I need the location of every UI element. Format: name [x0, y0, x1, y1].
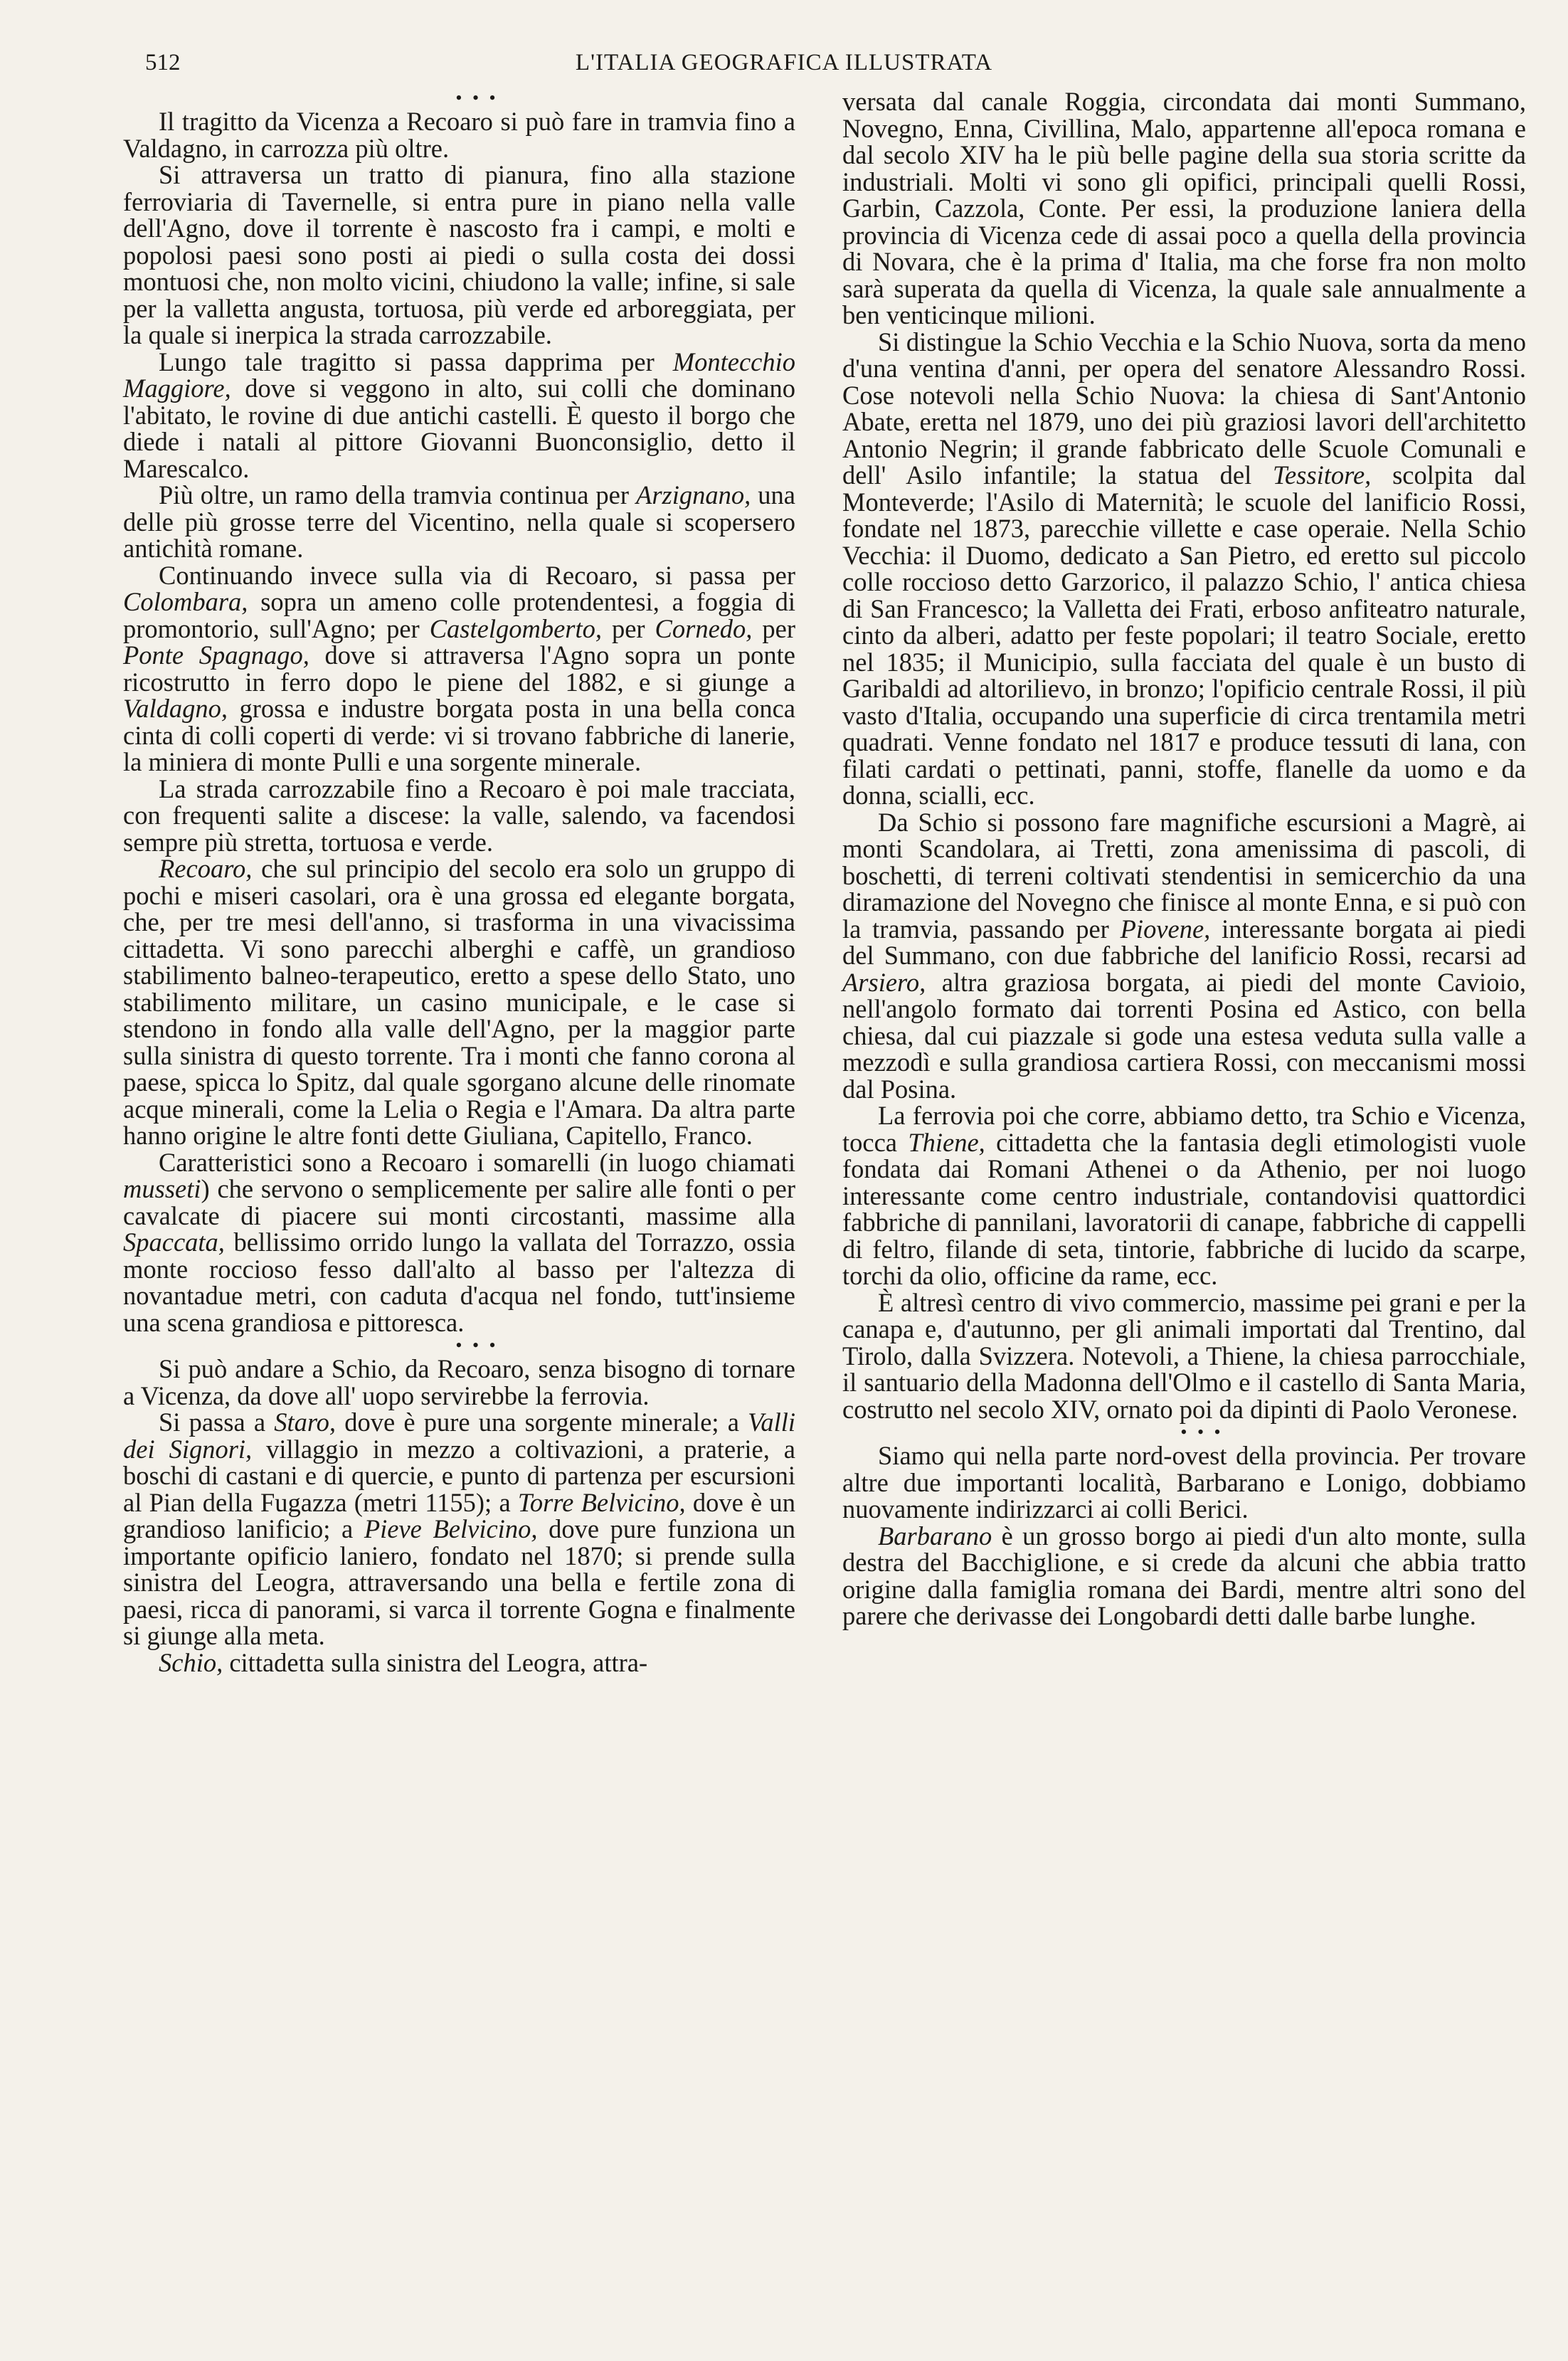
place-name: Staro, [274, 1407, 337, 1437]
place-name: Colombara, [123, 587, 248, 616]
place-name: Recoaro, [159, 854, 253, 883]
paragraph: Barbarano è un grosso borgo ai piedi d'un alto monte, sulla destra del Bacchiglione, e si crede da alcuni che abbia tratto origine dalla famiglia romana dei Bardi, mentre altri sono del parere che derivasse dei Longobardi detti dalle barbe lunghe. [842, 1521, 1526, 1630]
paragraph: Si distingue la Schio Vecchia e la Schio Nuova, sorta da meno d'una ventina d'anni, per opera del senatore Alessandro Rossi. Cose notevoli nella Schio Nuova: la chiesa di Sant'Antonio Abate, eretta nel 1879, uno dei più graziosi lavori dell'architetto Antonio Negrin; il grande fabbricato delle Scuole Comunali e dell' Asilo infantile; la statua del Tessitore, scolpita dal Monteverde; l'Asilo di Maternità; le scuole del lanificio Rossi, fondate nel 1873, parecchie villette e case operaie. Nella Schio Vecchia: il Duomo, dedicato a San Pietro, ed eretto sul piccolo colle roccioso detto Garzorico, il palazzo Schio, l' antica chiesa di San Francesco; la Valletta dei Frati, erboso anfiteatro naturale, cinto da alberi, adatto per feste popolari; il teatro Sociale, eretto nel 1835; il Municipio, sulla facciata del quale è un busto di Garibaldi ad altorilievo, in bronzo; l'opificio centrale Rossi, il più vasto d'Italia, occupando una superficie di circa trentamila metri quadrati. Venne fondato nel 1817 e produce tessuti di lana, con filati cardati o pettinati, panni, stoffe, flanelle da uomo e da donna, scialli, ecc. [842, 327, 1526, 810]
place-name: Pieve Belvicino, [364, 1514, 538, 1543]
place-name: Ponte Spagnago, [123, 640, 309, 670]
paragraph: Schio, cittadetta sulla sinistra del Leogra, attra- [159, 1647, 648, 1677]
place-name: Valdagno, [123, 694, 228, 723]
place-name: Spaccata, [123, 1227, 225, 1257]
paragraph: Si attraversa un tratto di pianura, fino alla stazione ferroviaria di Tavernelle, si entra pure in piano nella valle dell'Agno, dove il torrente è nascosto fra i campi, e molti e popolosi paesi sono posti ai piedi o sulla costa dei dossi montuosi che, non molto vicini, chiudono la valle; infine, si sale per la valletta angusta, tortuosa, più verde ed arboreggiata, per la quale si inerpica la strada carrozzabile. [123, 160, 795, 349]
place-name: Castelgomberto, [429, 613, 602, 643]
place-name: Piovene, [1120, 914, 1211, 944]
paragraph: versata dal canale Roggia, circondata dai monti Summano, Novegno, Enna, Civillina, Malo, appartenne all'epoca romana e dal secolo XIV ha le più belle pagine della sua storia scritte da industriali. Molti vi sono gli opifici, principali quelli Rossi, Garbin, Cazzola, Conte. Per essi, la produzione laniera della provincia di Vicenza cede di assai poco a quella della provincia di Novara, che è la prima d' Italia, ma che forse fra non molto sarà superata da quella di Vicenza, la quale sale annualmente a ben venticinque milioni. [842, 87, 1526, 329]
place-name: Cornedo, [655, 613, 753, 643]
left-column [123, 88, 795, 1676]
place-name: Arsiero, [842, 967, 926, 997]
place-name: Torre Belvicino, [517, 1487, 686, 1517]
paragraph: È altresì centro di vivo commercio, massime pei grani e per la canapa e, d'autunno, per gli animali importati dal Trentino, dal Tirolo, dalla Svizzera. Notevoli, a Thiene, la chiesa parrocchiale, il santuario della Madonna dell'Olmo e il castello di Santa Maria, costrutto nel secolo XIV, ornato poi da dipinti di Paolo Veronese. [842, 1287, 1526, 1424]
paragraph: Lungo tale tragitto si passa dapprima per Montecchio Maggiore, dove si veggono in alto, sui colli che dominano l'abitato, le rovine di due antichi castelli. È questo il borgo che diede i natali al pittore Giovanni Buonconsiglio, detto il Marescalco. [123, 347, 795, 483]
running-title: L'ITALIA GEOGRAFICA ILLUSTRATA [575, 50, 993, 75]
place-name: Barbarano [878, 1521, 992, 1551]
paragraph: Caratteristici sono a Recoaro i somarelli (in luogo chiamati musseti) che servono o semplicemente per salire alle fonti o per cavalcate di piacere sui monti circostanti, massime alla Spaccata, bellissimo orrido lungo la vallata del Torrazzo, ossia monte roccioso fesso dall'alto al basso per l'altezza di novantadue metri, con caduta d'acqua nel fondo, tutt'insieme una scena grandiosa e pittoresca. [123, 1147, 795, 1337]
section-separator: • • • [455, 1335, 499, 1356]
paragraph: Continuando invece sulla via di Recoaro, si passa per Colombara, sopra un ameno colle protendentesi, a foggia di promontorio, sull'Agno; per Castelgomberto, per Cornedo, per Ponte Spagnago, dove si attraversa l'Agno sopra un ponte ricostrutto in ferro dopo le piene del 1882, e si giunge a Valdagno, grossa e industre borgata posta in una bella conca cinta di colli coperti di verde: vi si trovano fabbriche di lanerie, la miniera di monte Pulli e una sorgente minerale. [123, 560, 795, 776]
section-separator: • • • [1180, 1422, 1224, 1442]
paragraph: Recoaro, che sul principio del secolo era solo un gruppo di pochi e miseri casolari, ora è una grossa ed elegante borgata, che, per tre mesi dell'anno, si trasforma in una vivacissima cittadetta. Vi sono parecchi alberghi e caffè, un grandioso stabilimento balneo-terapeutico, eretto a spese dello Stato, uno stabilimento militare, un casino municipale, e le case si stendono in fondo alla valle dell'Agno, per la maggior parte sulla sinistra di questo torrente. Tra i monti che fanno corona al paese, spicca lo Spitz, dal quale sgorgano alcune delle rinomate acque minerali, come la Lelia o Regia e l'Amara. Da altra parte hanno origine le altre fonti dette Giuliana, Capitello, Franco. [123, 854, 795, 1150]
paragraph: Il tragitto da Vicenza a Recoaro si può fare in tramvia fino a Valdagno, in carrozza più oltre. [123, 107, 795, 163]
paragraph: Si può andare a Schio, da Recoaro, senza bisogno di tornare a Vicenza, da dove all' uopo servirebbe la ferrovia. [123, 1354, 795, 1410]
page-number: 512 [145, 50, 181, 75]
paragraph: La strada carrozzabile fino a Recoaro è poi male tracciata, con frequenti salite a discese: la valle, salendo, va facendosi sempre più stretta, tortuosa e verde. [123, 773, 795, 857]
statue-name: Tessitore, [1273, 460, 1372, 490]
place-name: Arzignano, [636, 480, 751, 509]
place-name: Schio, [159, 1647, 223, 1677]
page-header [0, 43, 1568, 85]
paragraph: Si passa a Staro, dove è pure una sorgente minerale; a Valli dei Signori, villaggio in mezzo a coltivazioni, a praterie, a boschi di castani e di quercie, e punto di partenza per escursioni al Pian della Fugazza (metri 1155); a Torre Belvicino, dove è un grandioso lanificio; a Pieve Belvicino, dove pure funziona un importante opificio laniero, fondato nel 1870; si prende sulla sinistra del Leogra, attraversando una bella e fertile zona di paesi, ricca di panorami, si varca il torrente Gogna e finalmente si giunge alla meta. [123, 1407, 796, 1650]
term: musseti [123, 1174, 201, 1203]
place-name: Montecchio Maggiore, [123, 347, 795, 403]
paragraph: La ferrovia poi che corre, abbiamo detto, tra Schio e Vicenza, tocca Thiene, cittadetta che la fantasia degli etimologisti vuole fondata dai Romani Athenei o da Athenio, per noi luogo interessante come centro industriale, contandovisi quattordici fabbriche di pannilani, lavoratorii di canape, fabbriche di cappelli di feltro, filande di seta, tintorie, fabbriche di lucido da scarpe, torchi da olio, officine da rame, ecc. [842, 1101, 1526, 1290]
place-name: Thiene, [908, 1127, 985, 1157]
paragraph: Siamo qui nella parte nord-ovest della provincia. Per trovare altre due importanti località, Barbarano e Lonigo, dobbiamo nuovamente indirizzarci ai colli Berici. [842, 1441, 1526, 1523]
place-name: Valli dei Signori, [123, 1407, 796, 1464]
paragraph: Da Schio si possono fare magnifiche escursioni a Magrè, ai monti Scandolara, ai Tretti, zona amenissima di pascoli, di boschetti, di terreni coltivati stendentisi in semicerchio da una diramazione del Novegno che finisce al monte Enna, e si può con la tramvia, passando per Piovene, interessante borgata ai piedi del Summano, con due fabbriche del lanificio Rossi, recarsi ad Arsiero, altra graziosa borgata, ai piedi del monte Cavioio, nell'angolo formato dai torrenti Posina ed Astico, con bella chiesa, dal cui piazzale si gode una estesa veduta sulla valle a mezzodì e sulla grandiosa cartiera Rossi, con meccanismi mossi dal Posina. [842, 807, 1526, 1104]
section-separator: • • • [455, 88, 499, 108]
paragraph: Più oltre, un ramo della tramvia continua per Arzignano, una delle più grosse terre del Vicentino, nella quale si scopersero antichità romane. [123, 480, 795, 563]
right-column [842, 88, 1526, 1630]
